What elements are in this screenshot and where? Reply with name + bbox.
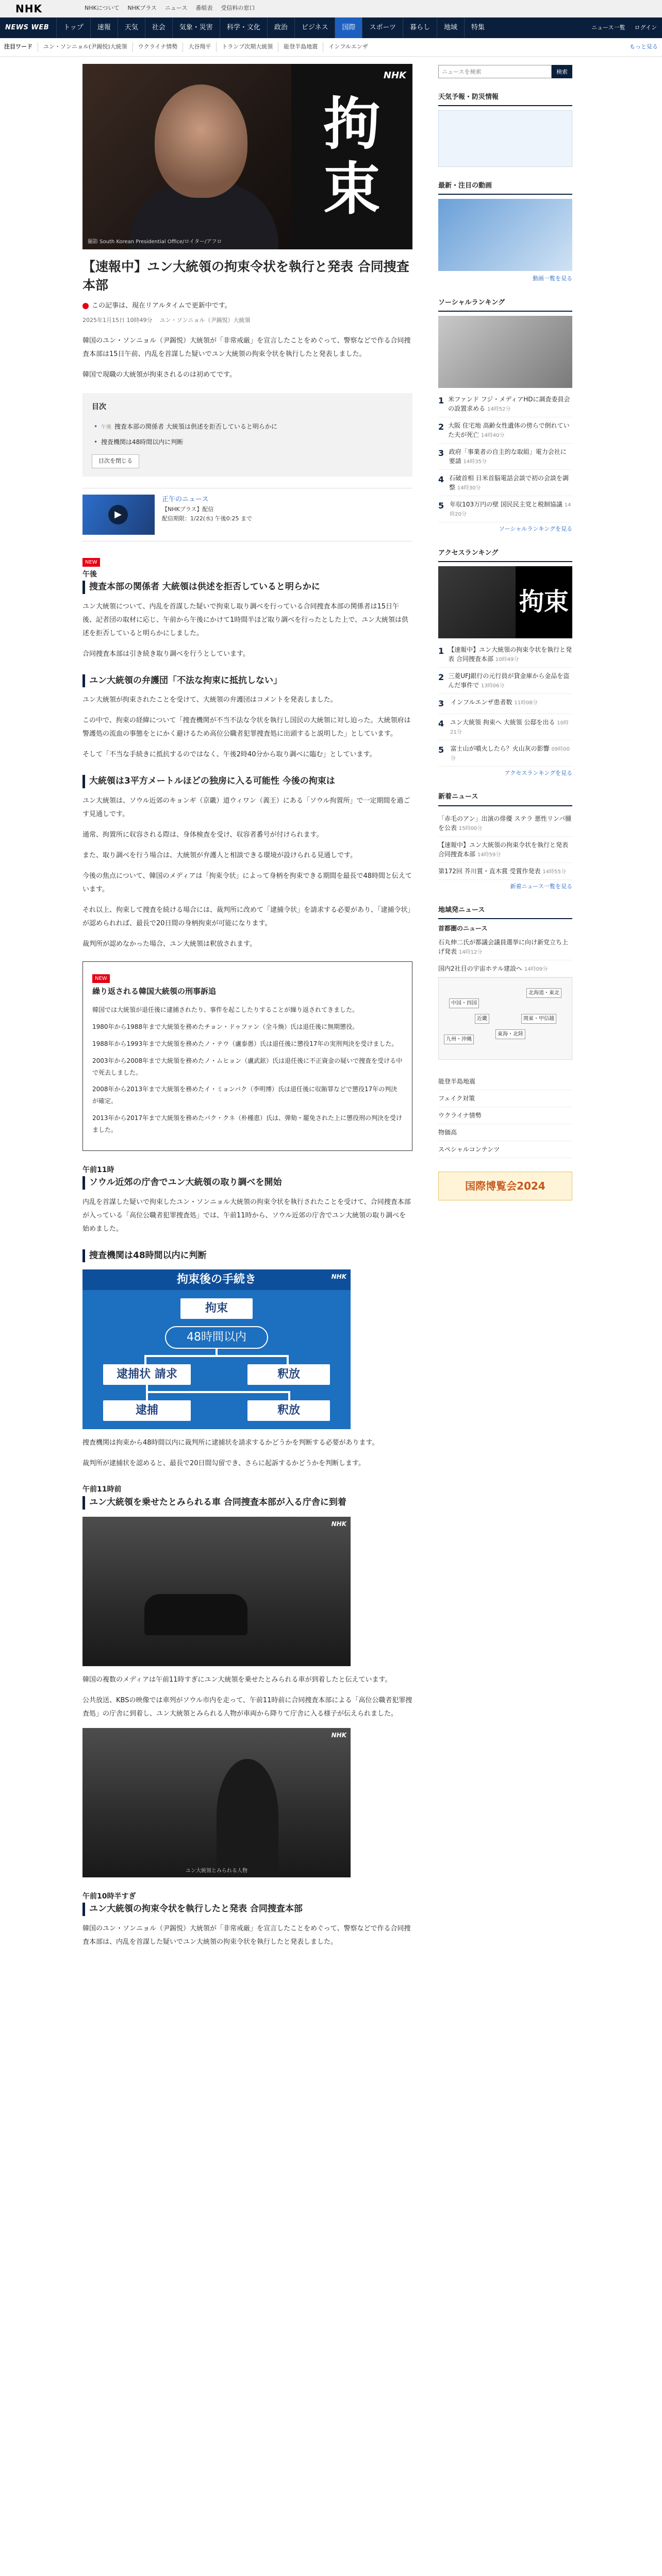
search-form: [438, 65, 572, 78]
topbar-link-plus[interactable]: NHKプラス: [127, 5, 157, 12]
topbar-link-schedule[interactable]: 番組表: [195, 5, 213, 12]
social-more-link[interactable]: ソーシャルランキングを見る: [499, 525, 572, 532]
weather-widget: [438, 92, 572, 167]
article-title: 【速報中】ユン大統領の拘束令状を執行と発表 合同捜査本部: [82, 259, 409, 293]
graphic-detain-box: 拘束: [180, 1298, 253, 1319]
news-item[interactable]: 第172回 芥川賞・直木賞 受賞作発表 14時55分: [438, 863, 572, 880]
japan-region-map: [438, 977, 572, 1060]
section-paragraph: 今後の焦点について、韓国のメディアは「拘束令状」によって身柄を拘束できる期間を最長で48時間と伝えています。: [82, 872, 412, 893]
video-sub: 【NHKプラス】配信: [162, 506, 214, 513]
section-paragraph: 内乱を首謀した疑いで拘束したユン・ソンニョル大統領の拘束令状を執行されたことを受けて、合同捜査本部が入っている「高位公職者犯罪捜査処」では、午前11時から、ソウル近郊の庁舎でユン大統領の取り調べを始めました。: [82, 1198, 411, 1233]
trending-chip[interactable]: 能登半島地震: [278, 42, 323, 52]
toc-item[interactable]: • 午後 捜査本部の関係者 大統領は供述を拒否していると明らかに: [92, 419, 403, 434]
access-ranking-title: アクセスランキング: [438, 548, 572, 562]
photo-caption: ユン大統領とみられる人物: [186, 1868, 247, 1874]
ranking-item[interactable]: 3 インフルエンザ患者数 11時08分: [438, 694, 572, 714]
section-paragraph: また、取り調べを行う場合は、大統領が弁護人と相談できる環境が設けられる見通しです。: [82, 851, 357, 859]
trending-more-link[interactable]: もっと見る: [630, 43, 658, 50]
video-expiry: 配信期限：1/22(水) 午後0:25 まで: [162, 515, 252, 522]
update-section: [82, 674, 412, 762]
ranking-item[interactable]: 4 ユン大統領 拘束へ 大統領 公邸を出る 10時21分: [438, 714, 572, 740]
box-paragraph: 2008年から2013年まで大統領を務めたイ・ミョンバク（李明博）氏は退任後に収賄罪などで懲役17年の判決が確定。: [92, 1086, 398, 1105]
new-badge: NEW: [92, 974, 110, 983]
toc-item[interactable]: • 捜査機関は48時間以内に判断: [92, 434, 403, 450]
region-button[interactable]: 関東・甲信越: [521, 1014, 556, 1024]
video-title[interactable]: 正午のニュース: [162, 495, 209, 503]
update-section: [82, 555, 412, 661]
ranking-item[interactable]: 4 石破首相 日米首脳電話会談で初の会談を調整 14時30分: [438, 470, 572, 496]
ranking-item[interactable]: 5 富士山が噴火したら？火山灰の影響 09時00分: [438, 740, 572, 767]
video-widget: [438, 180, 572, 284]
nhk-plus-video[interactable]: [82, 488, 412, 541]
hero-image: [82, 64, 412, 249]
article-date: 2025年1月15日 10時49分: [82, 316, 153, 324]
history-box: [82, 961, 412, 1151]
photo-nhk-logo: NHK: [331, 1731, 346, 1739]
president-photo: [82, 1728, 351, 1877]
section-heading: 捜査本部の関係者 大統領は供述を拒否していると明らかに: [82, 581, 412, 594]
trending-chip[interactable]: ユン・ソンニョル(尹錫悦)大統領: [38, 42, 133, 52]
news-item[interactable]: 「赤毛のアン」出演の俳優 ステラ 悪性リンパ腫を公表 15時00分: [438, 810, 572, 837]
graphic-arrest-box: 逮捕: [103, 1400, 191, 1421]
section-heading: ユン大統領の弁護団「不法な拘束に抵抗しない」: [82, 674, 412, 688]
trending-chip[interactable]: ウクライナ情勢: [133, 42, 183, 52]
box-heading: 繰り返される韓国大統領の刑事訴追: [92, 986, 217, 996]
section-paragraph: この中で、拘束の経緯について「捜査機関が不当不法な令状を執行し国民の大統領に対し迫った。大統領府は警護処の流血の事態をとにかく避けるため高位公職者犯罪捜査処に出頭すると説明した」としています。: [82, 717, 411, 738]
search-input[interactable]: [438, 65, 552, 78]
regional-sub[interactable]: 首都圏のニュース: [438, 925, 488, 933]
photo-nhk-logo: NHK: [331, 1520, 346, 1528]
lead-paragraph: 韓国で現職の大統領が拘束されるのは初めてです。: [82, 371, 236, 379]
section-paragraph: 公共放送、KBSの映像では車列がソウル市内を走って、午前11時前に合同捜査本部による「高位公職者犯罪捜査処」の庁舎に到着し、ユン大統領とみられる人物が車両から降りて庁舎に入る様子が伝えられました。: [82, 1696, 412, 1718]
video-thumbnail[interactable]: [82, 495, 155, 535]
section-heading: ソウル近郊の庁舎でユン大統領の取り調べを開始: [82, 1176, 412, 1190]
special-link[interactable]: 能登半島地震: [438, 1073, 572, 1090]
toc-title: 目次: [92, 403, 106, 412]
topbar: [0, 0, 662, 18]
nav-item-life[interactable]: 暮らし: [403, 18, 437, 38]
nav-item-business[interactable]: ビジネス: [294, 18, 335, 38]
graphic-release-box-2: 釈放: [247, 1400, 330, 1421]
weather-title[interactable]: 天気予報・防災情報: [438, 92, 572, 106]
section-paragraph: ユン大統領が拘束されたことを受けて、大統領の弁護団はコメントを発表しました。: [82, 696, 337, 704]
toc-close-button[interactable]: 目次を閉じる: [92, 454, 139, 468]
news-item[interactable]: 石丸伸二氏が都議会議員選挙に向け新党立ち上げ発表 14時12分: [438, 934, 572, 960]
trending-bar: [0, 38, 662, 57]
update-time: 午前11時: [82, 1165, 114, 1174]
update-section: [82, 1249, 412, 1471]
play-icon[interactable]: ▶: [108, 505, 128, 524]
expo-banner[interactable]: 国際博覧会2024: [438, 1172, 572, 1200]
access-ranking: [438, 548, 572, 778]
access-more-link[interactable]: アクセスランキングを見る: [504, 769, 572, 776]
section-paragraph: 捜査機関は拘束から48時間以内に裁判所に逮捕状を請求するかどうかを判断する必要があります。: [82, 1439, 379, 1447]
article-main: [82, 57, 412, 1956]
section-paragraph: 裁判所が逮捕状を認めると、最長で20日間勾留でき、さらに起訴するかどうかを判断します。: [82, 1460, 365, 1468]
access-thumb-kanji: 拘束: [516, 566, 572, 638]
box-paragraph: 1980年から1988年まで大統領を務めたチョン・ドゥファン（全斗煥）氏は退任後に無期懲役。: [92, 1023, 359, 1031]
motorcade-photo: [82, 1517, 351, 1666]
table-of-contents: [82, 393, 412, 476]
video-widget-title: 最新・注目の動画: [438, 180, 572, 195]
special-links: [438, 1073, 572, 1158]
section-paragraph: 裁判所が認めなかった場合、ユン大統領は釈放されます。: [82, 940, 256, 948]
regional-news-title: 地域発ニュース: [438, 905, 572, 919]
nav-item-politics[interactable]: 政治: [267, 18, 294, 38]
video-more-link[interactable]: 動画一覧を見る: [533, 275, 572, 282]
ranking-item[interactable]: 3 政府「事業者の自主的な取組」電力会社に要請 14時35分: [438, 444, 572, 470]
ranking-item[interactable]: 5 年収103万円の壁 国民民主党と税制協議 14時20分: [438, 496, 572, 522]
special-link[interactable]: 物価高: [438, 1124, 572, 1141]
news-list-link[interactable]: ニュース一覧: [591, 24, 625, 31]
nav-item-sports[interactable]: スポーツ: [362, 18, 402, 38]
nav-item-region[interactable]: 地域: [437, 18, 464, 38]
update-section: [82, 775, 412, 951]
live-dot-icon: [82, 303, 89, 309]
box-paragraph: 韓国では大統領が退任後に逮捕されたり、事件を起こしたりすることが繰り返されてきました。: [92, 1006, 359, 1014]
section-paragraph: 韓国のユン・ソンニョル（尹錫悦）大統領が「非常戒厳」を宣言したことをめぐって、警察などで作る合同捜査本部は、内乱を首謀した疑いでユン大統領の拘束令状を執行したと発表しました。: [82, 1924, 411, 1946]
news-web-brand[interactable]: NEWS WEB: [5, 23, 49, 31]
new-news-more-link[interactable]: 新着ニュース一覧を見る: [510, 883, 572, 890]
nav-item-top[interactable]: トップ: [56, 18, 90, 38]
graphic-nhk-logo: NHK: [331, 1273, 346, 1281]
graphic-timer: 48時間以内: [165, 1326, 268, 1349]
region-button[interactable]: 東海・北陸: [495, 1029, 525, 1039]
section-paragraph: 合同捜査本部は引き続き取り調べを行うとしています。: [82, 650, 250, 658]
topbar-link-news[interactable]: ニュース: [164, 5, 188, 12]
update-time: 午後: [82, 570, 97, 579]
update-section: [82, 1891, 412, 1949]
nav-item-disaster[interactable]: 気象・災害: [172, 18, 220, 38]
topbar-link-fee[interactable]: 受信料の窓口: [221, 5, 255, 12]
section-paragraph: 通常、拘置所に収容される際は、身体検査を受け、収容者番号が付けられます。: [82, 831, 323, 839]
hero-caption: 撮影 South Korean Presidential Office/ロイター/アフロ: [88, 239, 222, 245]
nhk-logo[interactable]: NHK: [15, 2, 42, 15]
nav-item-special[interactable]: 特集: [464, 18, 491, 38]
graphic-title: 拘束後の手続き: [82, 1269, 351, 1290]
section-paragraph: そして「不当な手続きに抵抗するのではなく、午後2時40分から取り調べに臨む」としています。: [82, 751, 376, 759]
nav-item-weather[interactable]: 天気: [118, 18, 145, 38]
section-paragraph: ユン大統領は、ソウル近郊のキョンギ（京畿）道ウィワン（義王）にある「ソウル拘置所」で一定期間を過ごす見通しです。: [82, 796, 410, 818]
ranking-item[interactable]: 2 大阪 住宅地 高齢女性遺体の傍らで倒れていた夫が死亡 14時40分: [438, 417, 572, 444]
article-tag[interactable]: ユン・ソンニョル（尹錫悦）大統領: [159, 316, 251, 324]
box-paragraph: 2003年から2008年まで大統領を務めたノ・ムヒョン（盧武鉉）氏は退任後に不正資金の疑いで捜査を受ける中で死去しました。: [92, 1057, 403, 1076]
graphic-release-box: 釈放: [247, 1364, 330, 1385]
regional-news: [438, 905, 572, 1059]
weather-map[interactable]: [438, 110, 572, 167]
login-link[interactable]: ログイン: [634, 24, 657, 31]
nav-item-society[interactable]: 社会: [145, 18, 172, 38]
section-heading: 捜査機関は48時間以内に判断: [82, 1249, 412, 1263]
new-news-title: 新着ニュース: [438, 791, 572, 806]
trending-label: 注目ワード: [4, 43, 32, 50]
trending-chip[interactable]: インフルエンザ: [323, 42, 373, 52]
hero-kanji: 拘 束: [291, 64, 412, 249]
news-item[interactable]: 国内2社目の宇宙ホテル建設へ 14時09分: [438, 960, 572, 977]
procedure-graphic: [82, 1269, 351, 1429]
region-button[interactable]: 北海道・東北: [526, 988, 561, 998]
ranking-item[interactable]: 1 【速報中】ユン大統領の拘束令状を執行と発表 合同捜査本部 10時49分: [438, 641, 572, 668]
ranking-item[interactable]: 2 三菱UFJ銀行の元行員が貸金庫から金品を盗んだ事件で 13時06分: [438, 668, 572, 694]
box-paragraph: 1988年から1993年まで大統領を務めたノ・テウ（盧泰愚）氏は退任後に懲役17年の実刑判決を受けました。: [92, 1040, 398, 1047]
social-thumb[interactable]: [438, 316, 572, 388]
special-link[interactable]: フェイク対策: [438, 1090, 572, 1107]
access-thumb[interactable]: [438, 566, 572, 638]
topbar-link-about[interactable]: NHKについて: [84, 5, 120, 12]
section-heading: ユン大統領を乗せたとみられる車 合同捜査本部が入る庁舎に到着: [82, 1496, 412, 1510]
section-paragraph: 韓国の複数のメディアは午前11時すぎにユン大統領を乗せたとみられる車が到着したと伝えています。: [82, 1675, 392, 1684]
section-paragraph: それ以上、拘束して捜査を続ける場合には、裁判所に改めて「逮捕令状」を請求する必要があり、「逮捕令状」が認められれば、最長で20日間の身柄拘束が可能になります。: [82, 906, 411, 927]
region-button[interactable]: 九州・沖縄: [444, 1035, 474, 1044]
social-ranking-title: ソーシャルランキング: [438, 297, 572, 312]
update-section: [82, 1484, 412, 1877]
trending-chip[interactable]: トランプ次期大統領: [216, 42, 278, 52]
live-indicator: この記事は、現在リアルタイムで更新中です。: [82, 300, 412, 312]
article-meta: [82, 316, 412, 326]
search-button[interactable]: 検索: [552, 65, 572, 78]
sidebar: [438, 57, 572, 1956]
new-badge: NEW: [82, 558, 100, 567]
update-time: 午前10時半すぎ: [82, 1892, 136, 1901]
box-paragraph: 2013年から2017年まで大統領を務めたパク・クネ（朴槿恵）氏は、弾劾・罷免された上に懲役刑の判決を受けました。: [92, 1114, 402, 1133]
hero-nhk-logo: NHK: [383, 70, 406, 81]
special-link[interactable]: ウクライナ情勢: [438, 1107, 572, 1124]
nav-item-science[interactable]: 科学・文化: [220, 18, 267, 38]
region-button[interactable]: 近畿: [475, 1014, 489, 1024]
special-link[interactable]: スペシャルコンテンツ: [438, 1141, 572, 1158]
region-button[interactable]: 中国・四国: [449, 998, 479, 1008]
news-item[interactable]: 【速報中】ユン大統領の拘束令状を執行と発表 合同捜査本部 14時59分: [438, 837, 572, 863]
section-paragraph: ユン大統領について、内乱を首謀した疑いで拘束し取り調べを行っている合同捜査本部の関係者は15日午後、記者団の取材に応じ、午前から午後にかけて1時間半ほど取り調べを行ったとした上で、ユン大統領は供述を拒否していると明らかにしました。: [82, 602, 409, 637]
new-news: [438, 791, 572, 891]
main-nav: [0, 18, 662, 38]
section-heading: 大統領は3平方メートルほどの独房に入る可能性 今後の拘束は: [82, 775, 412, 788]
social-ranking: [438, 297, 572, 534]
nav-item-international[interactable]: 国際: [335, 18, 362, 38]
update-section: [82, 1164, 412, 1236]
video-widget-thumb[interactable]: [438, 199, 572, 271]
lead-paragraph: 韓国のユン・ソンニョル（尹錫悦）大統領が「非常戒厳」を宣言したことをめぐって、警察などで作る合同捜査本部は15日午前、内乱を首謀した疑いでユン大統領の拘束令状を執行したと発表しました。: [82, 337, 411, 359]
update-time: 午前11時前: [82, 1485, 122, 1494]
section-heading: ユン大統領の拘束令状を執行したと発表 合同捜査本部: [82, 1903, 412, 1916]
nav-item-breaking[interactable]: 速報: [90, 18, 118, 38]
trending-chip[interactable]: 大谷翔平: [183, 42, 216, 52]
graphic-warrant-box: 逮捕状 請求: [103, 1364, 191, 1385]
ranking-item[interactable]: 1 米ファンド フジ・メディアHDに調査委員会の設置求める 14時52分: [438, 391, 572, 417]
